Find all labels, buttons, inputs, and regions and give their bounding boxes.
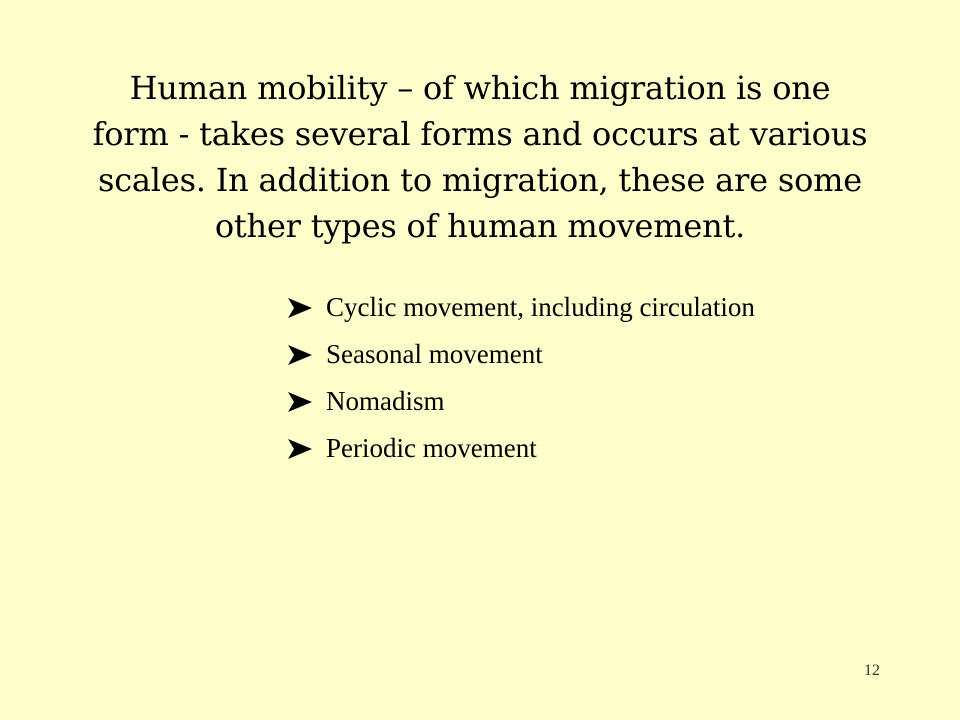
title-line: Human mobility – of which migration is one bbox=[129, 69, 831, 107]
arrowhead-bullet-icon bbox=[287, 391, 313, 413]
bullet-text: Periodic movement bbox=[326, 433, 537, 463]
arrowhead-bullet-icon bbox=[287, 438, 313, 460]
arrowhead-bullet-icon bbox=[287, 297, 313, 319]
bullet-text: Cyclic movement, including circulation bbox=[326, 292, 755, 322]
title-line: form - takes several forms and occurs at various bbox=[92, 115, 868, 153]
bullet-item bbox=[287, 284, 755, 331]
title-line: other types of human movement. bbox=[214, 207, 746, 245]
title-line: scales. In addition to migration, these are some bbox=[97, 161, 863, 199]
bullet-list bbox=[287, 284, 755, 472]
slide-title bbox=[60, 65, 900, 249]
page-number: 12 bbox=[864, 662, 880, 679]
arrowhead-bullet-icon bbox=[287, 344, 313, 366]
bullet-text: Seasonal movement bbox=[326, 339, 543, 369]
bullet-item bbox=[287, 331, 755, 378]
bullet-text: Nomadism bbox=[326, 386, 445, 416]
bullet-item bbox=[287, 378, 755, 425]
bullet-item bbox=[287, 425, 755, 472]
